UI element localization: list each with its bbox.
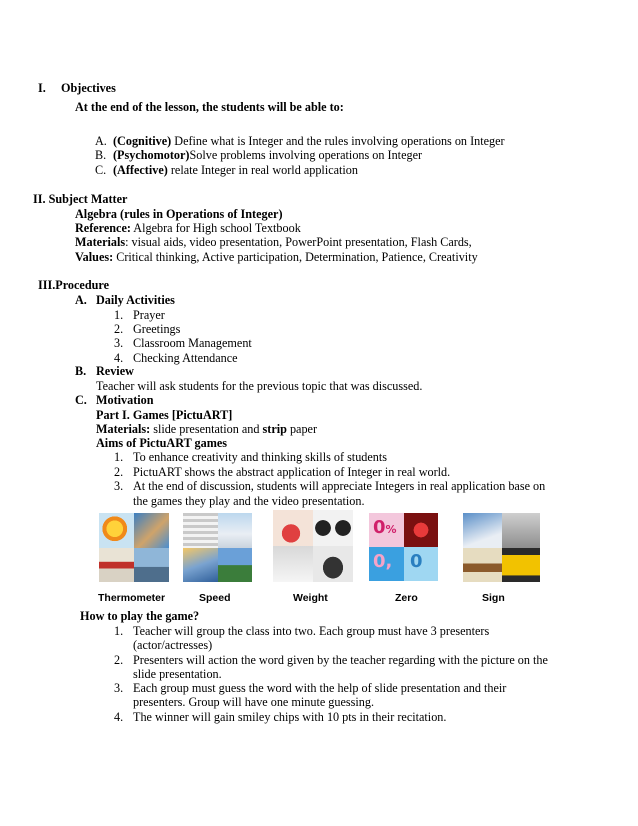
objective-item: (Psychomotor)Solve problems involving operations on Integer [113, 148, 423, 162]
list-number: 2. [114, 653, 124, 667]
list-item: Presenters will action the word given by the teacher regarding with the picture on the [133, 653, 548, 667]
list-number: 1. [114, 624, 124, 638]
zero-picture: 0% 0, 0 [369, 513, 438, 581]
list-item: Each group must guess the word with the help of slide presentation and their [133, 681, 507, 695]
list-number: 3. [114, 479, 124, 493]
objective-item: (Affective) relate Integer in real world application [113, 163, 358, 177]
subsection-mark: A. [75, 293, 87, 307]
list-number: 1. [114, 450, 124, 464]
game-materials: Materials: slide presentation and strip paper [96, 422, 318, 436]
game-part-title: Part I. Games [PictuART] [96, 408, 233, 422]
picture-caption: Weight [293, 592, 328, 604]
objective-mark: A. [95, 134, 107, 148]
subsection-mark: B. [75, 364, 87, 378]
objective-item: (Cognitive) Define what is Integer and the rules involving operations on Integer [113, 134, 505, 148]
list-number: 1. [114, 308, 124, 322]
list-number: 2. [114, 465, 124, 479]
picture-caption: Sign [482, 592, 505, 604]
subject-reference: Reference: Algebra for High school Textbook [75, 221, 301, 235]
list-item: Greetings [133, 322, 181, 336]
picture-caption: Thermometer [98, 592, 166, 604]
objectives-intro: At the end of the lesson, the students will be able to: [75, 100, 344, 114]
section-title-objectives: Objectives [61, 81, 116, 95]
aims-title: Aims of PictuART games [96, 436, 228, 450]
subject-topic: Algebra (rules in Operations of Integer) [75, 207, 283, 221]
section-title-subject-matter: II. Subject Matter [33, 192, 128, 206]
list-number: 3. [114, 681, 124, 695]
thermometer-picture [99, 513, 169, 582]
section-title-procedure: III.Procedure [38, 278, 109, 292]
list-item-continued: (actor/actresses) [133, 638, 213, 652]
list-item: PictuART shows the abstract application of Integer in real world. [133, 465, 451, 479]
list-item: Teacher will group the class into two. Each group must have 3 presenters [133, 624, 490, 638]
review-text: Teacher will ask students for the previous topic that was discussed. [96, 379, 423, 393]
objective-mark: C. [95, 163, 107, 177]
list-item-continued: slide presentation. [133, 667, 222, 681]
list-item: Checking Attendance [133, 351, 238, 365]
list-item: Classroom Management [133, 336, 252, 350]
list-number: 4. [114, 351, 124, 365]
weight-picture [273, 510, 353, 582]
how-to-play-title: How to play the game? [80, 609, 200, 623]
list-item: Prayer [133, 308, 165, 322]
speed-picture [183, 513, 252, 582]
objective-mark: B. [95, 148, 107, 162]
subject-values: Values: Critical thinking, Active participation, Determination, Patience, Creativity [75, 250, 478, 264]
list-item: The winner will gain smiley chips with 10 pts in their recitation. [133, 710, 447, 724]
section-number: I. [38, 81, 46, 95]
subsection-mark: C. [75, 393, 87, 407]
list-number: 3. [114, 336, 124, 350]
subsection-title-motivation: Motivation [96, 393, 154, 407]
sign-picture [463, 513, 540, 582]
subsection-title-daily-activities: Daily Activities [96, 293, 175, 307]
list-item: At the end of discussion, students will appreciate Integers in real application base on [133, 479, 546, 493]
list-item-continued: presenters. Group will have one minute guessing. [133, 695, 374, 709]
subsection-title-review: Review [96, 364, 134, 378]
list-item-continued: the games they play and the video presentation. [133, 494, 365, 508]
list-number: 4. [114, 710, 124, 724]
list-item: To enhance creativity and thinking skills of students [133, 450, 388, 464]
picture-caption: Zero [395, 592, 418, 604]
subject-materials: Materials: visual aids, video presentation, PowerPoint presentation, Flash Cards, [75, 235, 472, 249]
list-number: 2. [114, 322, 124, 336]
picture-caption: Speed [199, 592, 231, 604]
